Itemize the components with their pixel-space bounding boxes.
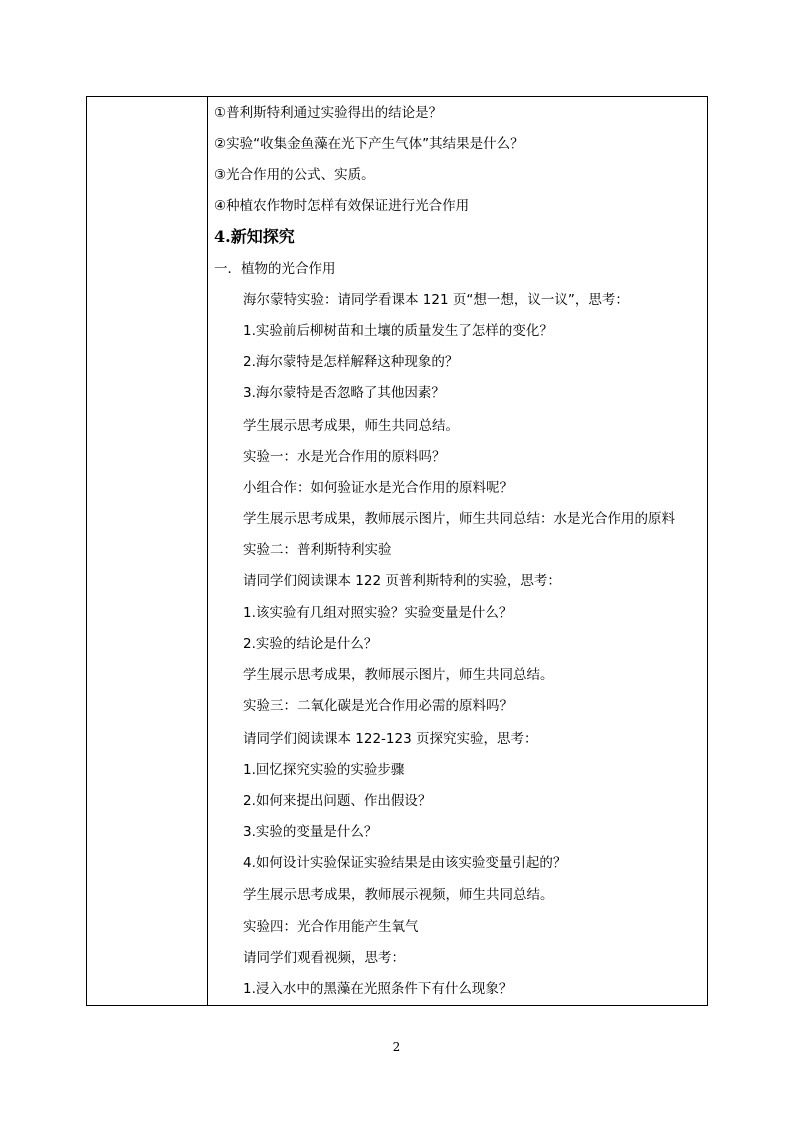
text-line: 2.海尔蒙特是怎样解释这种现象的？: [243, 354, 459, 370]
text-line: 4.如何设计实验保证实验结果是由该实验变量引起的？: [243, 855, 567, 871]
text-line: 2.实验的结论是什么？: [243, 636, 378, 652]
text-line: 实验四：光合作用能产生氧气: [243, 919, 419, 935]
text-line: 实验二：普利斯特利实验: [243, 542, 392, 558]
review-question-2: ②实验“收集金鱼藻在光下产生气体”其结果是什么？: [214, 136, 524, 152]
text-line: 1.该实验有几组对照实验？实验变量是什么？: [243, 605, 513, 621]
text-line: 学生展示思考成果，师生共同总结。: [243, 418, 459, 434]
text-line: 实验一：水是光合作用的原料吗？: [243, 449, 446, 465]
text-line: 学生展示思考成果，教师展示图片，师生共同总结。: [243, 667, 554, 683]
subsection-title: 一．植物的光合作用: [214, 261, 336, 277]
page-number: 2: [392, 1040, 401, 1054]
review-question-3: ③光合作用的公式、实质。: [214, 167, 375, 183]
review-question-1: ①普利斯特利通过实验得出的结论是？: [214, 105, 443, 121]
text-line: 请同学们阅读课本 122-123 页探究实验，思考：: [243, 731, 538, 747]
text-line: 实验三：二氧化碳是光合作用必需的原料吗？: [243, 698, 513, 714]
text-line: 请同学们阅读课本 122 页普利斯特利的实验，思考：: [243, 573, 561, 589]
text-line: 2.如何来提出问题、作出假设？: [243, 793, 432, 809]
text-line: 小组合作：如何验证水是光合作用的原料呢？: [243, 480, 513, 496]
text-line: 1.回忆探究实验的实验步骤: [243, 762, 405, 778]
text-line: 3.实验的变量是什么？: [243, 824, 378, 840]
section-heading: 4.新知探究: [214, 227, 295, 246]
text-line: 请同学们观看视频，思考：: [243, 950, 405, 966]
review-question-4: ④种植农作物时怎样有效保证进行光合作用: [214, 198, 470, 214]
text-line: 学生展示思考成果，教师展示视频，师生共同总结。: [243, 887, 554, 903]
text-line: 学生展示思考成果，教师展示图片，师生共同总结：水是光合作用的原料: [243, 511, 675, 527]
text-line: 1.实验前后柳树苗和土壤的质量发生了怎样的变化？: [243, 323, 553, 339]
text-line: 海尔蒙特实验：请同学看课本 121 页“想一想，议一议”，思考：: [243, 292, 629, 308]
text-line: 1.浸入水中的黑藻在光照条件下有什么现象？: [243, 981, 513, 997]
column-divider: [207, 97, 208, 1005]
text-line: 3.海尔蒙特是否忽略了其他因素？: [243, 385, 445, 401]
